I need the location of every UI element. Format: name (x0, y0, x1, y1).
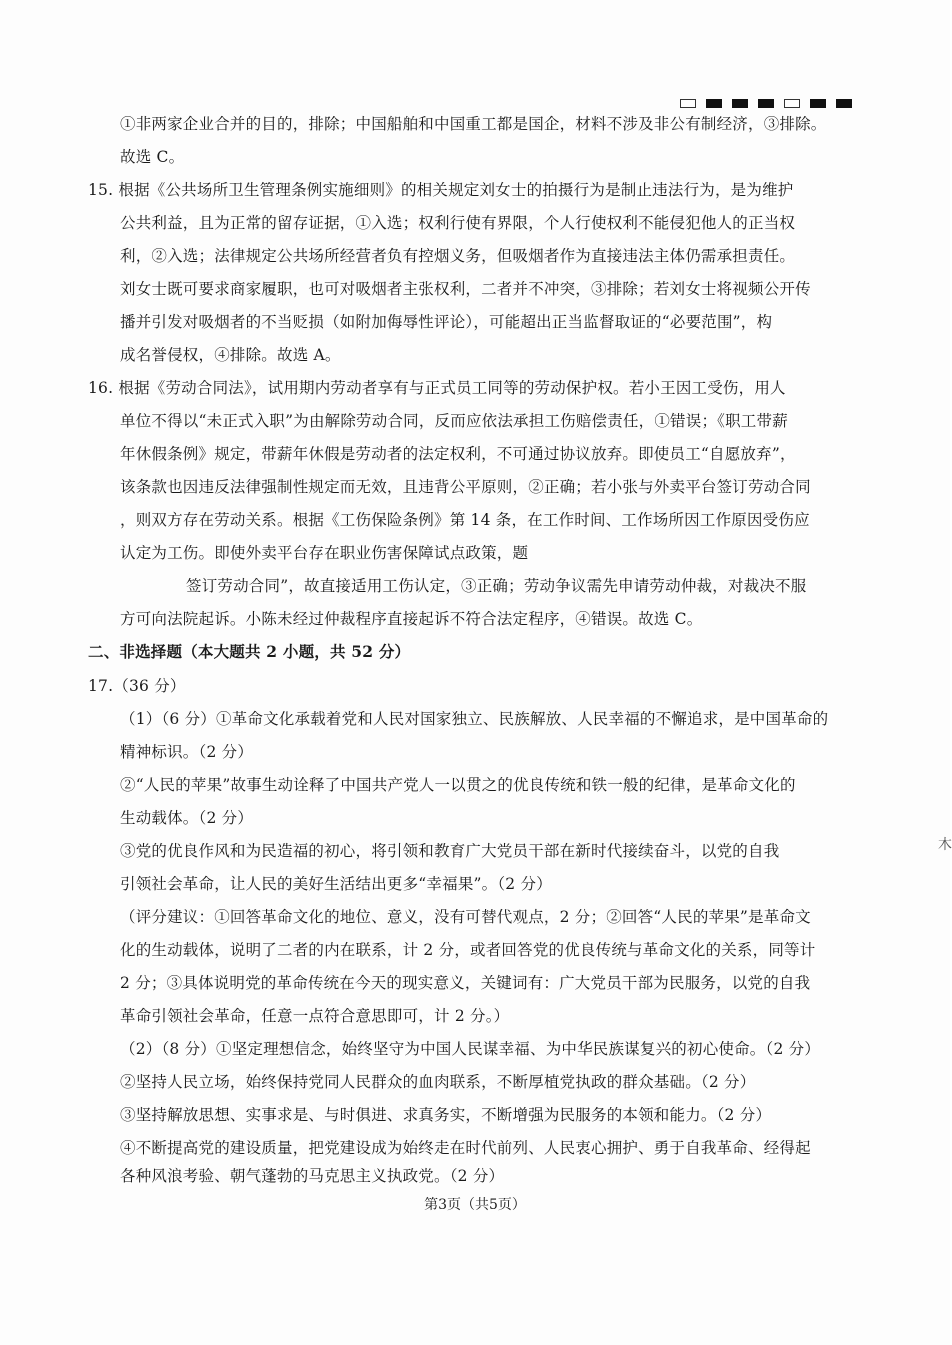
text-line: 故选 C。 (120, 148, 185, 166)
header-position-marks (680, 99, 852, 108)
text-line: 单位不得以“未正式入职”为由解除劳动合同，反而应依法承担工伤赔偿责任，①错误；《职工带薪 (120, 412, 788, 430)
position-mark (680, 99, 696, 108)
text-line: 生动载体。（2 分） (120, 809, 254, 827)
text-line: ②“人民的苹果”故事生动诠释了中国共产党人一以贯之的优良传统和铁一般的纪律，是革命文化的 (120, 776, 796, 794)
text-line: 精神标识。（2 分） (120, 743, 254, 761)
text-line: 利，②入选；法律规定公共场所经营者负有控烟义务，但吸烟者作为直接违法主体仍需承担责任。 (120, 247, 796, 265)
text-line: 引领社会革命，让人民的美好生活结出更多“幸福果”。（2 分） (120, 875, 552, 893)
position-mark (758, 99, 774, 108)
text-line: 认定为工伤。即使外卖平台存在职业伤害保障试点政策，题 (120, 544, 529, 562)
text-line: ③坚持解放思想、实事求是、与时俱进、求真务实，不断增强为民服务的本领和能力。（2 分） (120, 1106, 772, 1124)
text-line: ③党的优良作风和为民造福的初心，将引领和教育广大党员干部在新时代接续奋斗，以党的自我 (120, 842, 780, 860)
text-line: 该条款也因违反法律强制性规定而无效，且违背公平原则，②正确；若小张与外卖平台签订劳动合同 (120, 478, 811, 496)
text-line: ①非两家企业合并的目的，排除；中国船舶和中国重工都是国企，材料不涉及非公有制经济，③排除。 (120, 115, 827, 133)
text-line: 化的生动载体，说明了二者的内在联系，计 2 分，或者回答党的优良传统与革命文化的关系，同等计 (120, 941, 816, 959)
position-mark (732, 99, 748, 108)
text-line: ④不断提高党的建设质量，把党建设成为始终走在时代前列、人民衷心拥护、勇于自我革命、经得起 (120, 1139, 811, 1157)
text-line: ，则双方存在劳动关系。根据《工伤保险条例》第 14 条，在工作时间、工作场所因工作原因受伤应 (120, 511, 810, 529)
text-line: 刘女士既可要求商家履职，也可对吸烟者主张权利，二者并不冲突，③排除；若刘女士将视频公开传 (120, 280, 811, 298)
text-line: 年休假条例》规定，带薪年休假是劳动者的法定权利，不可通过协议放弃。即使员工“自愿放弃”， (120, 445, 796, 463)
text-line: 2 分；③具体说明党的革命传统在今天的现实意义，关键词有：广大党员干部为民服务，以党的自我 (120, 974, 811, 992)
page-footer: 第3页（共5页） (424, 1197, 526, 1213)
position-mark (706, 99, 722, 108)
text-line: 方可向法院起诉。小陈未经过仲裁程序直接起诉不符合法定程序，④错误。故选 C。 (120, 610, 703, 628)
text-line: 播并引发对吸烟者的不当贬损（如附加侮辱性评论），可能超出正当监督取证的“必要范围”，构 (120, 313, 773, 331)
position-mark (810, 99, 826, 108)
position-mark (836, 99, 852, 108)
question-17-line: 17.（36 分） (88, 677, 186, 695)
position-mark (784, 99, 800, 108)
edge-character: 木 (938, 837, 952, 853)
text-line: 签订劳动合同”，故直接适用工伤认定，③正确；劳动争议需先申请劳动仲裁，对裁决不服 (186, 577, 807, 595)
section-heading: 二、非选择题（本大题共 2 小题，共 52 分） (88, 642, 411, 661)
text-line: 成名誉侵权，④排除。故选 A。 (120, 346, 341, 364)
text-line: 各种风浪考验、朝气蓬勃的马克思主义执政党。（2 分） (120, 1167, 505, 1185)
text-line: （2）（8 分）①坚定理想信念，始终坚守为中国人民谋幸福、为中华民族谋复兴的初心使命。（2 分） (120, 1040, 821, 1058)
question-16-line: 16. 根据《劳动合同法》，试用期内劳动者享有与正式员工同等的劳动保护权。若小王因工受伤，用人 (88, 379, 786, 397)
text-line: 公共利益，且为正常的留存证据，①入选；权利行使有界限，个人行使权利不能侵犯他人的正当权 (120, 214, 796, 232)
text-line: （评分建议：①回答革命文化的地位、意义，没有可替代观点，2 分；②回答“人民的苹果”是革命文 (120, 908, 811, 926)
question-15-line: 15. 根据《公共场所卫生管理条例实施细则》的相关规定刘女士的拍摄行为是制止违法行为，是为维护 (88, 181, 794, 199)
text-line: 革命引领社会革命，任意一点符合意思即可，计 2 分。） (120, 1007, 510, 1025)
text-line: （1）（6 分）①革命文化承载着党和人民对国家独立、民族解放、人民幸福的不懈追求，是中国革命的 (120, 710, 829, 728)
text-line: ②坚持人民立场，始终保持党同人民群众的血肉联系，不断厚植党执政的群众基础。（2 分） (120, 1073, 756, 1091)
